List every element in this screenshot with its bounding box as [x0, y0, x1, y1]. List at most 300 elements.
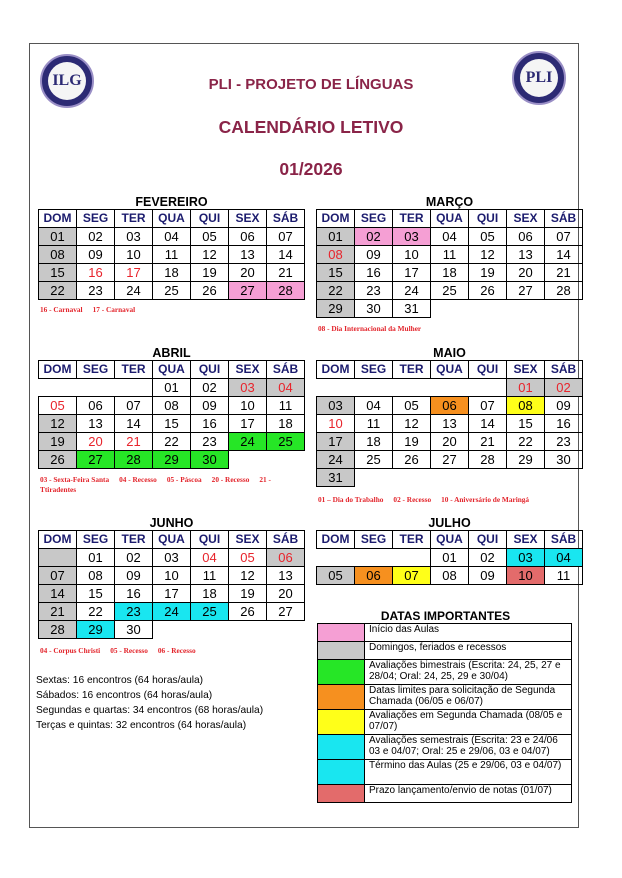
day-cell: 16	[77, 264, 115, 282]
day-cell: 28	[469, 451, 507, 469]
day-cell: 21	[39, 603, 77, 621]
day-cell: 11	[431, 246, 469, 264]
weekday-header: SEX	[229, 210, 267, 228]
legend-row	[318, 785, 572, 803]
day-cell: 30	[355, 300, 393, 318]
legend-row	[318, 642, 572, 660]
empty-cell	[545, 469, 583, 487]
day-cell: 02	[191, 379, 229, 397]
holiday-note: 03 - Sexta-Feira Santa	[40, 475, 110, 484]
month-title: FEVEREIRO	[135, 195, 208, 209]
day-cell: 14	[545, 246, 583, 264]
day-cell: 04	[191, 549, 229, 567]
day-cell: 22	[507, 433, 545, 451]
legend-swatch	[318, 710, 365, 735]
holiday-note: 06 - Recesso	[157, 646, 196, 655]
week-row	[317, 397, 583, 415]
day-cell: 07	[39, 567, 77, 585]
day-cell: 21	[469, 433, 507, 451]
day-cell: 20	[77, 433, 115, 451]
week-row	[39, 397, 305, 415]
weekday-header: SEG	[355, 531, 393, 549]
day-cell: 04	[545, 549, 583, 567]
empty-cell	[317, 549, 355, 567]
legend-swatch	[318, 624, 365, 642]
day-cell: 01	[39, 228, 77, 246]
week-row	[39, 603, 305, 621]
week-row	[317, 549, 583, 567]
empty-cell	[153, 621, 191, 639]
day-cell: 10	[507, 567, 545, 585]
day-cell: 21	[115, 433, 153, 451]
weekday-header: SÁB	[545, 210, 583, 228]
weekday-header: SEG	[355, 210, 393, 228]
weekday-header: QUA	[153, 361, 191, 379]
week-row	[39, 264, 305, 282]
day-cell: 20	[229, 264, 267, 282]
school-name: PLI - PROJETO DE LÍNGUAS	[208, 76, 414, 93]
weekday-header: DOM	[39, 531, 77, 549]
weekday-header: TER	[393, 361, 431, 379]
day-cell: 02	[355, 228, 393, 246]
legend-row	[318, 760, 572, 785]
day-cell: 16	[191, 415, 229, 433]
day-cell: 31	[393, 300, 431, 318]
week-row	[39, 228, 305, 246]
day-cell: 30	[191, 451, 229, 469]
day-cell: 01	[77, 549, 115, 567]
day-cell: 03	[507, 549, 545, 567]
week-row	[317, 433, 583, 451]
week-row	[39, 585, 305, 603]
weekday-header: SÁB	[267, 531, 305, 549]
day-cell: 24	[153, 603, 191, 621]
day-cell: 26	[469, 282, 507, 300]
empty-cell	[115, 379, 153, 397]
calendar-grid	[38, 209, 305, 300]
day-cell: 10	[115, 246, 153, 264]
calendar-grid	[316, 530, 583, 585]
day-cell: 02	[545, 379, 583, 397]
month-title: ABRIL	[152, 346, 191, 360]
week-row	[317, 451, 583, 469]
weekday-header: SÁB	[545, 531, 583, 549]
holiday-note: 16 - Carnaval	[40, 305, 83, 314]
day-cell: 08	[77, 567, 115, 585]
ilg-logo-text: ILG	[48, 62, 86, 100]
calendar-grid	[38, 530, 305, 639]
day-cell: 11	[545, 567, 583, 585]
legend-swatch	[318, 642, 365, 660]
day-cell: 13	[229, 246, 267, 264]
legend-swatch	[318, 685, 365, 710]
day-cell: 02	[77, 228, 115, 246]
week-row	[39, 567, 305, 585]
day-cell: 15	[77, 585, 115, 603]
month-marco	[316, 195, 583, 318]
day-cell: 25	[431, 282, 469, 300]
stat-line: Sábados: 16 encontros (64 horas/aula)	[36, 690, 213, 701]
day-cell: 10	[229, 397, 267, 415]
day-cell: 25	[355, 451, 393, 469]
day-cell: 26	[229, 603, 267, 621]
weekday-header: QUA	[431, 361, 469, 379]
week-row	[317, 264, 583, 282]
day-cell: 17	[115, 264, 153, 282]
weekday-header: DOM	[317, 531, 355, 549]
legend-row	[318, 710, 572, 735]
day-cell: 26	[39, 451, 77, 469]
day-cell: 08	[39, 246, 77, 264]
weekday-header: QUA	[431, 210, 469, 228]
day-cell: 18	[355, 433, 393, 451]
day-cell: 14	[469, 415, 507, 433]
month-julho	[316, 516, 583, 585]
weekday-header: DOM	[317, 361, 355, 379]
day-cell: 15	[317, 264, 355, 282]
day-cell: 03	[153, 549, 191, 567]
day-cell: 26	[191, 282, 229, 300]
legend-swatch	[318, 660, 365, 685]
weekday-header: SEG	[77, 210, 115, 228]
day-cell: 17	[229, 415, 267, 433]
empty-cell	[229, 621, 267, 639]
day-cell: 29	[153, 451, 191, 469]
legend-label: Término das Aulas (25 e 29/06, 03 e 04/07)	[365, 760, 572, 785]
stat-line: Sextas: 16 encontros (64 horas/aula)	[36, 675, 204, 686]
day-cell: 10	[317, 415, 355, 433]
empty-cell	[469, 469, 507, 487]
day-cell: 15	[507, 415, 545, 433]
day-cell: 06	[431, 397, 469, 415]
day-cell: 10	[393, 246, 431, 264]
weekday-header: TER	[393, 210, 431, 228]
legend-row	[318, 735, 572, 760]
day-cell: 31	[317, 469, 355, 487]
day-cell: 23	[355, 282, 393, 300]
day-cell: 17	[393, 264, 431, 282]
day-cell: 11	[355, 415, 393, 433]
day-cell: 15	[39, 264, 77, 282]
day-cell: 23	[545, 433, 583, 451]
legend-label: Domingos, feriados e recessos	[365, 642, 572, 660]
holiday-note: 08 - Dia Internacional da Mulher	[318, 324, 422, 333]
day-cell: 07	[267, 228, 305, 246]
notes-abril	[40, 475, 310, 495]
day-cell: 30	[115, 621, 153, 639]
empty-cell	[507, 469, 545, 487]
month-title: JULHO	[428, 516, 471, 530]
day-cell: 02	[115, 549, 153, 567]
day-cell: 06	[355, 567, 393, 585]
day-cell	[39, 549, 77, 567]
calendar-grid	[38, 360, 305, 469]
day-cell: 12	[469, 246, 507, 264]
day-cell: 17	[317, 433, 355, 451]
week-row	[39, 379, 305, 397]
day-cell: 24	[115, 282, 153, 300]
day-cell: 29	[317, 300, 355, 318]
day-cell: 04	[355, 397, 393, 415]
weekday-header: QUI	[469, 361, 507, 379]
day-cell: 29	[507, 451, 545, 469]
day-cell: 12	[39, 415, 77, 433]
holiday-note: 05 - Páscoa	[166, 475, 202, 484]
day-cell: 08	[507, 397, 545, 415]
day-cell: 25	[191, 603, 229, 621]
legend-table	[317, 623, 572, 803]
holiday-note: 17 - Carnaval	[92, 305, 136, 314]
day-cell: 04	[267, 379, 305, 397]
empty-cell	[431, 469, 469, 487]
empty-cell	[393, 469, 431, 487]
day-cell: 11	[267, 397, 305, 415]
month-junho	[38, 516, 305, 639]
day-cell: 03	[393, 228, 431, 246]
day-cell: 19	[229, 585, 267, 603]
day-cell: 25	[153, 282, 191, 300]
day-cell: 08	[431, 567, 469, 585]
day-cell: 09	[545, 397, 583, 415]
day-cell: 28	[115, 451, 153, 469]
day-cell: 13	[77, 415, 115, 433]
holiday-note: 01 – Dia do Trabalho	[318, 495, 384, 504]
day-cell: 28	[545, 282, 583, 300]
month-fevereiro	[38, 195, 305, 300]
weekday-header: TER	[115, 531, 153, 549]
day-cell: 14	[267, 246, 305, 264]
day-cell: 05	[393, 397, 431, 415]
day-cell: 07	[393, 567, 431, 585]
weekday-header: SEX	[507, 531, 545, 549]
holiday-note: 04 - Corpus Christi	[40, 646, 101, 655]
day-cell: 27	[229, 282, 267, 300]
day-cell: 20	[267, 585, 305, 603]
week-row	[39, 433, 305, 451]
weekday-header: QUI	[191, 531, 229, 549]
day-cell: 01	[317, 228, 355, 246]
notes-fevereiro	[40, 305, 145, 314]
day-cell: 24	[393, 282, 431, 300]
day-cell: 23	[77, 282, 115, 300]
empty-cell	[393, 549, 431, 567]
calendar-grid	[316, 360, 583, 487]
empty-cell	[355, 469, 393, 487]
legend-label: Avaliações semestrais (Escrita: 23 e 24/06 03 e 04/07; Oral: 25 e 29/06, 03 e 04/07)	[365, 735, 572, 760]
day-cell: 22	[153, 433, 191, 451]
day-cell: 14	[39, 585, 77, 603]
day-cell: 25	[267, 433, 305, 451]
legend-row	[318, 685, 572, 710]
day-cell: 07	[115, 397, 153, 415]
month-title: MARÇO	[425, 195, 474, 209]
day-cell: 15	[153, 415, 191, 433]
legend-swatch	[318, 760, 365, 785]
legend-label: Avaliações bimestrais (Escrita: 24, 25, 27 e 28/04; Oral: 24, 25, 29 e 30/04)	[365, 660, 572, 685]
legend-row	[318, 624, 572, 642]
day-cell: 04	[153, 228, 191, 246]
weekday-header: QUI	[191, 361, 229, 379]
empty-cell	[229, 451, 267, 469]
empty-cell	[39, 379, 77, 397]
day-cell: 18	[431, 264, 469, 282]
day-cell: 27	[77, 451, 115, 469]
day-cell: 19	[469, 264, 507, 282]
day-cell: 21	[267, 264, 305, 282]
empty-cell	[507, 300, 545, 318]
day-cell: 18	[267, 415, 305, 433]
day-cell: 08	[153, 397, 191, 415]
day-cell: 09	[77, 246, 115, 264]
week-row	[39, 282, 305, 300]
stat-line: Terças e quintas: 32 encontros (64 horas/aula)	[36, 720, 247, 731]
day-cell: 12	[229, 567, 267, 585]
empty-cell	[267, 451, 305, 469]
holiday-note: 21 - Ttiradentes	[40, 475, 271, 494]
day-cell: 02	[469, 549, 507, 567]
weekday-header: TER	[115, 210, 153, 228]
week-row	[39, 549, 305, 567]
weekday-header: QUI	[191, 210, 229, 228]
day-cell: 16	[355, 264, 393, 282]
weekday-header: SÁB	[267, 361, 305, 379]
day-cell: 18	[153, 264, 191, 282]
month-title: MAIO	[433, 346, 466, 360]
day-cell: 10	[153, 567, 191, 585]
notes-marco	[318, 324, 431, 333]
day-cell: 21	[545, 264, 583, 282]
week-row	[39, 621, 305, 639]
empty-cell	[355, 379, 393, 397]
month-abril	[38, 346, 305, 469]
legend-title: DATAS IMPORTANTES	[380, 609, 511, 623]
legend-swatch	[318, 735, 365, 760]
weekday-header: SEG	[77, 361, 115, 379]
weekday-header: SÁB	[545, 361, 583, 379]
day-cell: 06	[229, 228, 267, 246]
weekday-header: DOM	[317, 210, 355, 228]
day-cell: 06	[77, 397, 115, 415]
day-cell: 24	[317, 451, 355, 469]
week-row	[317, 228, 583, 246]
page-title: CALENDÁRIO LETIVO	[218, 117, 404, 137]
day-cell: 16	[545, 415, 583, 433]
week-row	[317, 567, 583, 585]
week-row	[317, 415, 583, 433]
day-cell: 22	[77, 603, 115, 621]
notes-maio	[318, 495, 539, 504]
day-cell: 03	[317, 397, 355, 415]
legend-label: Datas limites para solicitação de Segunda Chamada (06/05 e 06/07)	[365, 685, 572, 710]
legend-label: Início das Aulas	[365, 624, 572, 642]
week-row	[317, 300, 583, 318]
empty-cell	[317, 379, 355, 397]
day-cell: 04	[431, 228, 469, 246]
weekday-header: SEX	[229, 361, 267, 379]
legend-label: Prazo lançamento/envio de notas (01/07)	[365, 785, 572, 803]
weekday-header: QUI	[469, 210, 507, 228]
weekday-header: TER	[393, 531, 431, 549]
weekday-header: SEG	[355, 361, 393, 379]
day-cell: 20	[507, 264, 545, 282]
day-cell: 27	[267, 603, 305, 621]
day-cell: 24	[229, 433, 267, 451]
legend-swatch	[318, 785, 365, 803]
calendar-grid	[316, 209, 583, 318]
day-cell: 30	[545, 451, 583, 469]
day-cell: 12	[191, 246, 229, 264]
day-cell: 08	[317, 246, 355, 264]
empty-cell	[469, 300, 507, 318]
day-cell: 27	[431, 451, 469, 469]
week-row	[317, 282, 583, 300]
weekday-header: SEX	[229, 531, 267, 549]
day-cell: 05	[469, 228, 507, 246]
month-title: JUNHO	[149, 516, 194, 530]
empty-cell	[267, 621, 305, 639]
day-cell: 19	[191, 264, 229, 282]
day-cell: 20	[431, 433, 469, 451]
weekday-header: QUA	[153, 531, 191, 549]
day-cell: 27	[507, 282, 545, 300]
holiday-note: 10 - Aniversário de Maringá	[441, 495, 530, 504]
weekday-header: QUA	[431, 531, 469, 549]
day-cell: 06	[507, 228, 545, 246]
day-cell: 23	[191, 433, 229, 451]
day-cell: 03	[115, 228, 153, 246]
holiday-note: 05 - Recesso	[110, 646, 148, 655]
day-cell: 05	[229, 549, 267, 567]
week-row	[317, 379, 583, 397]
week-row	[317, 246, 583, 264]
day-cell: 07	[545, 228, 583, 246]
weekday-header: QUI	[469, 531, 507, 549]
day-cell: 01	[153, 379, 191, 397]
day-cell: 19	[393, 433, 431, 451]
day-cell: 13	[431, 415, 469, 433]
month-maio	[316, 346, 583, 487]
class-count-summary	[36, 673, 263, 733]
day-cell: 19	[39, 433, 77, 451]
day-cell: 29	[77, 621, 115, 639]
weekday-header: DOM	[39, 361, 77, 379]
day-cell: 03	[229, 379, 267, 397]
day-cell: 11	[191, 567, 229, 585]
empty-cell	[431, 300, 469, 318]
day-cell: 09	[355, 246, 393, 264]
day-cell: 22	[317, 282, 355, 300]
day-cell: 11	[153, 246, 191, 264]
empty-cell	[545, 300, 583, 318]
empty-cell	[191, 621, 229, 639]
weekday-header: TER	[115, 361, 153, 379]
week-row	[39, 451, 305, 469]
day-cell: 13	[507, 246, 545, 264]
day-cell: 23	[115, 603, 153, 621]
day-cell: 22	[39, 282, 77, 300]
empty-cell	[431, 379, 469, 397]
day-cell: 26	[393, 451, 431, 469]
weekday-header: SEX	[507, 210, 545, 228]
weekday-header: SEG	[77, 531, 115, 549]
empty-cell	[469, 379, 507, 397]
day-cell: 01	[507, 379, 545, 397]
empty-cell	[77, 379, 115, 397]
stat-line: Segundas e quartas: 34 encontros (68 horas/aula)	[36, 705, 264, 716]
day-cell: 05	[39, 397, 77, 415]
week-row	[39, 246, 305, 264]
week-row	[39, 415, 305, 433]
